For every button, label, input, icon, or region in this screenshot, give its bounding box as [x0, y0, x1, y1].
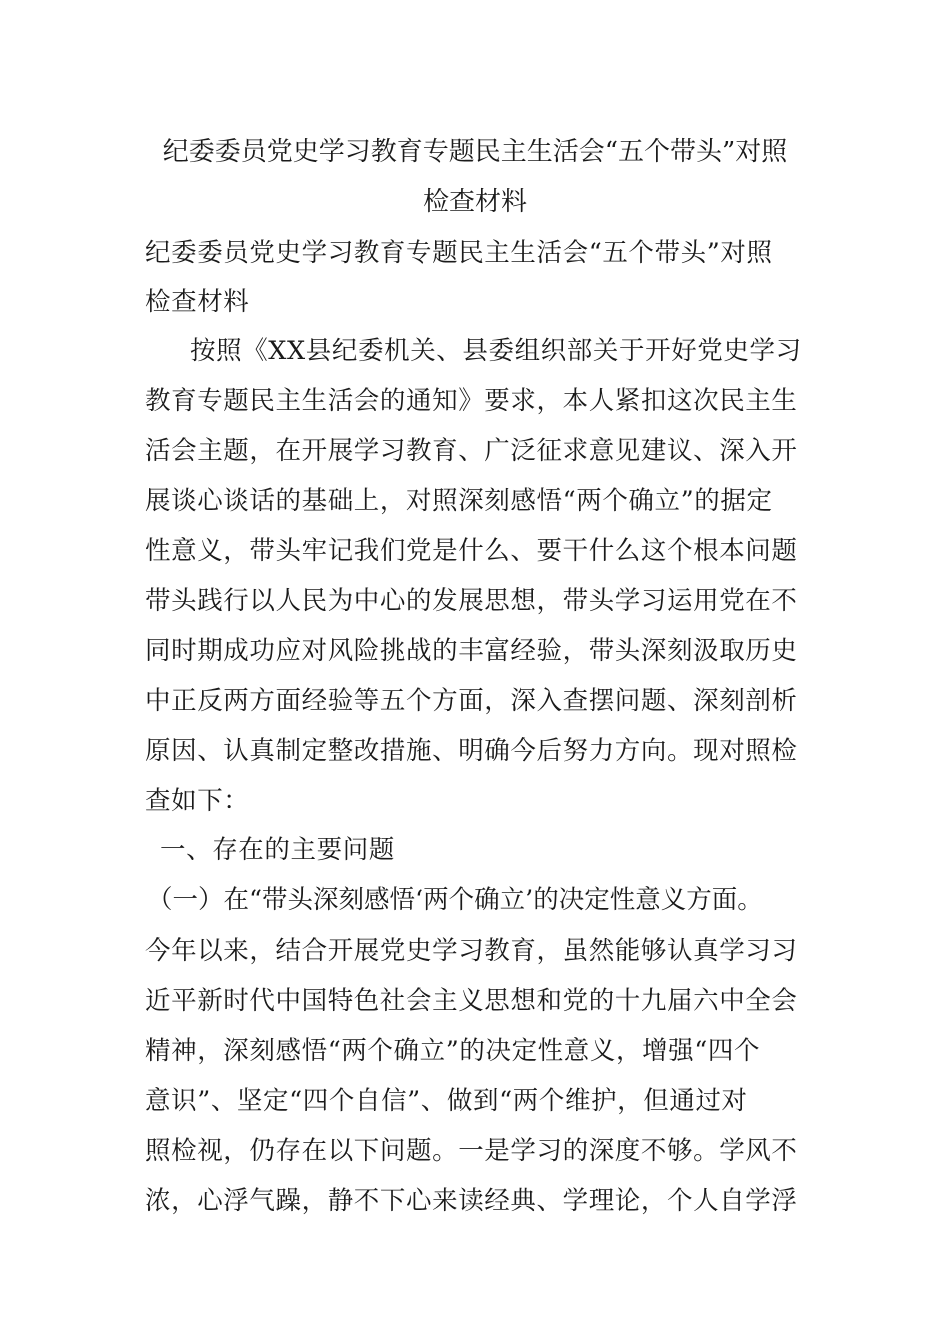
body-paragraph-line: 浓，心浮气躁，静不下心来读经典、学理论，个人自学浮 [145, 1186, 798, 1216]
body-paragraph-line: 今年以来，结合开展党史学习教育，虽然能够认真学习习 [145, 936, 798, 966]
body-paragraph-line: 意识”、坚定“四个自信”、做到“两个维护，但通过对 [145, 1086, 748, 1116]
document-title-line-2: 检查材料 [422, 187, 527, 217]
intro-paragraph-line: 按照《XX县纪委机关、县委组织部关于开好党史学习 [190, 336, 802, 366]
intro-paragraph-line: 中正反两方面经验等五个方面，深入查摆问题、深刻剖析 [145, 686, 798, 716]
document-title-line-1: 纪委委员党史学习教育专题民主生活会“五个带头”对照 [162, 137, 788, 167]
body-paragraph-line: 精神，深刻感悟“两个确立”的决定性意义，增强“四个 [145, 1036, 761, 1066]
intro-paragraph-line: 带头践行以人民为中心的发展思想，带头学习运用党在不 [145, 586, 798, 616]
intro-paragraph-line: 性意义，带头牢记我们党是什么、要干什么这个根本问题 [145, 536, 798, 566]
repeat-title-line-2: 检查材料 [145, 287, 250, 317]
intro-paragraph-line: 展谈心谈话的基础上，对照深刻感悟“两个确立”的据定 [145, 486, 773, 516]
subsection-heading: （一）在“带头深刻感悟‘两个确立’的决定性意义方面。 [147, 885, 763, 915]
intro-paragraph-line: 查如下： [145, 786, 250, 816]
repeat-title-line-1: 纪委委员党史学习教育专题民主生活会“五个带头”对照 [145, 238, 773, 268]
intro-paragraph-line: 原因、认真制定整改措施、明确今后努力方向。现对照检 [145, 736, 798, 766]
section-heading: 一、存在的主要问题 [160, 835, 395, 865]
intro-paragraph-line: 同时期成功应对风险挑战的丰富经验，带头深刻汲取历史 [145, 636, 798, 666]
intro-paragraph-line: 教育专题民主生活会的通知》要求，本人紧扣这次民主生 [145, 386, 798, 416]
body-paragraph-line: 近平新时代中国特色社会主义思想和党的十九届六中全会 [145, 986, 798, 1016]
body-paragraph-line: 照检视，仍存在以下问题。一是学习的深度不够。学风不 [145, 1136, 798, 1166]
intro-paragraph-line: 活会主题，在开展学习教育、广泛征求意见建议、深入开 [145, 436, 798, 466]
